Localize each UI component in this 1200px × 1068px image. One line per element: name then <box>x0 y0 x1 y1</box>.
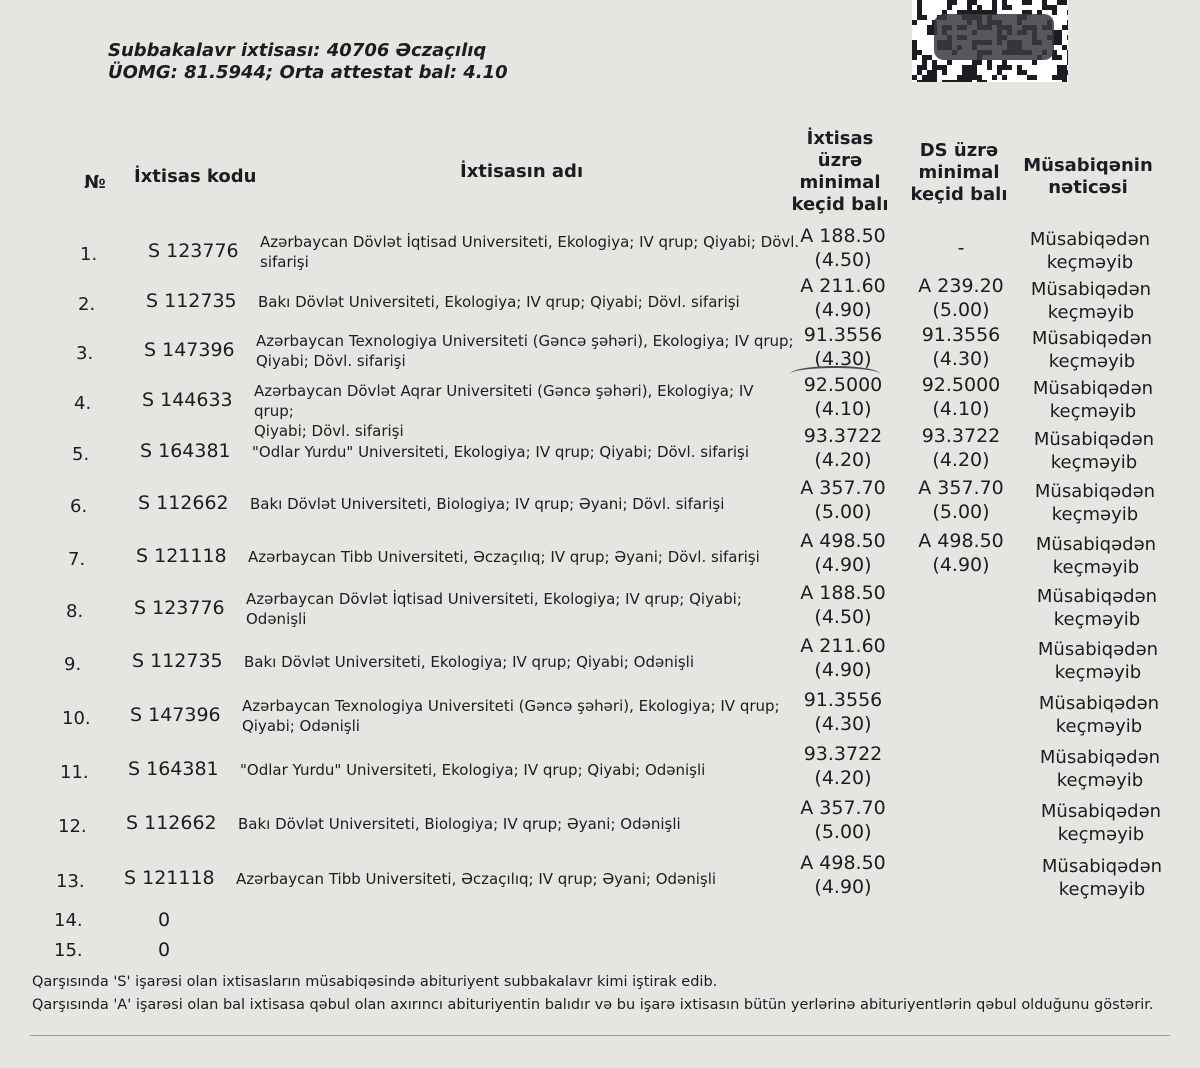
text-line: keçməyib <box>1057 824 1145 845</box>
text-line: Odənişli <box>246 610 307 628</box>
ds-score <box>896 529 1026 577</box>
row-number: 8. <box>66 601 84 622</box>
row-number: 5. <box>72 444 90 465</box>
specialty-code: S 123776 <box>134 597 225 619</box>
table-row <box>0 275 1200 328</box>
text-line: keçməyib <box>1058 879 1146 900</box>
competition-result <box>1028 638 1168 684</box>
text-line: Müsabiqədən <box>1033 429 1155 450</box>
text-line: keçid balı <box>791 194 889 215</box>
text-line: Müsabiqənin <box>1023 155 1153 176</box>
text-line: keçməyib <box>1056 770 1144 791</box>
competition-result <box>1027 585 1167 631</box>
text-line: (4.90) <box>814 659 872 681</box>
text-line: (4.90) <box>814 554 872 576</box>
competition-result <box>1023 377 1163 423</box>
text-line: Müsabiqədən <box>1034 481 1156 502</box>
min-score <box>778 688 908 736</box>
text-line: 91.3556 <box>921 324 1001 346</box>
table-row <box>0 852 1200 905</box>
specialty-name <box>242 696 782 736</box>
text-line: (4.20) <box>814 767 872 789</box>
specialty-code: S 112662 <box>138 492 229 514</box>
text-line: Bakı Dövlət Universiteti, Biologiya; IV qrup; Əyani; Dövl. sifarişi <box>250 495 725 513</box>
text-line: Azərbaycan Tibb Universiteti, Əczaçılıq; IV qrup; Əyani; Dövl. sifarişi <box>248 548 760 566</box>
table-row <box>0 797 1200 850</box>
specialty-code: S 121118 <box>124 867 215 889</box>
table-row <box>0 530 1200 583</box>
pen-mark <box>790 366 880 382</box>
ds-score <box>896 274 1026 322</box>
competition-result <box>1029 692 1169 738</box>
document-header <box>108 40 508 84</box>
text-line: minimal <box>918 162 1000 183</box>
specialty-name <box>258 292 798 312</box>
min-score <box>778 851 908 899</box>
text-line: keçid balı <box>910 184 1008 205</box>
text-line: İxtisas <box>806 128 874 149</box>
competition-result <box>1032 855 1172 901</box>
text-line: (4.10) <box>814 398 872 420</box>
specialty-name <box>244 652 784 672</box>
text-line: 93.3722 <box>921 425 1001 447</box>
text-line: Müsabiqədən <box>1032 378 1154 399</box>
text-line: Müsabiqədən <box>1035 534 1157 555</box>
text-line: - <box>957 237 965 259</box>
text-line: "Odlar Yurdu" Universiteti, Ekologiya; IV qrup; Qiyabi; Dövl. sifarişi <box>252 443 750 461</box>
text-line: Bakı Dövlət Universiteti, Ekologiya; IV qrup; Qiyabi; Dövl. sifarişi <box>258 293 740 311</box>
specialty-name <box>246 589 786 629</box>
competition-result <box>1022 327 1162 373</box>
min-score <box>778 224 908 272</box>
min-score <box>778 323 908 371</box>
row-number: 15. <box>54 940 83 961</box>
text-line: (5.00) <box>932 299 990 321</box>
min-score <box>778 274 908 322</box>
text-line: A 188.50 <box>800 225 886 247</box>
specialty-name <box>240 760 780 780</box>
specialty-name <box>260 232 800 272</box>
qr-code <box>912 0 1068 82</box>
text-line: 93.3722 <box>803 425 883 447</box>
text-line: A 188.50 <box>800 582 886 604</box>
table-row <box>0 225 1200 278</box>
text-line: (4.90) <box>932 554 990 576</box>
text-line: keçməyib <box>1047 302 1135 323</box>
footnote-a: Qarşısında 'A' işarəsi olan bal ixtisasa qəbul olan axırıncı abituriyentin balıdır və bu işarə ixtisasın bütün yerlərinə abituriyentlərin qəbul olduğunu göstərir. <box>32 997 1154 1013</box>
row-number: 9. <box>64 654 82 675</box>
table-row <box>0 635 1200 688</box>
text-line: Bakı Dövlət Universiteti, Biologiya; IV qrup; Əyani; Odənişli <box>238 815 681 833</box>
text-line: sifarişi <box>260 253 309 271</box>
col-header-ds-score <box>900 140 1018 206</box>
competition-result <box>1031 800 1171 846</box>
text-line: Müsabiqədən <box>1030 279 1152 300</box>
min-score <box>778 424 908 472</box>
min-score <box>778 634 908 682</box>
specialty-name <box>256 331 796 371</box>
text-line: A 357.70 <box>800 477 886 499</box>
table-row <box>0 689 1200 742</box>
text-line: A 211.60 <box>800 635 886 657</box>
row-number: 6. <box>70 496 88 517</box>
text-line: keçməyib <box>1046 252 1134 273</box>
specialty-name <box>252 442 792 462</box>
competition-result <box>1030 746 1170 792</box>
min-score <box>778 742 908 790</box>
min-score <box>778 476 908 524</box>
text-line: A 498.50 <box>800 852 886 874</box>
competition-result <box>1025 480 1165 526</box>
min-score <box>778 581 908 629</box>
text-line: DS üzrə <box>919 140 999 161</box>
text-line: (4.20) <box>814 449 872 471</box>
text-line: Müsabiqədən <box>1040 801 1162 822</box>
text-line: A 498.50 <box>800 530 886 552</box>
text-line: üzrə <box>817 150 863 171</box>
text-line: (4.30) <box>814 348 872 370</box>
text-line: Qiyabi; Dövl. sifarişi <box>256 352 406 370</box>
specialty-code: S 121118 <box>136 545 227 567</box>
text-line: (4.50) <box>814 606 872 628</box>
specialty-code: S 112662 <box>126 812 217 834</box>
text-line: keçməyib <box>1055 716 1143 737</box>
specialty-name <box>250 494 790 514</box>
row-number: 1. <box>80 244 98 265</box>
ds-score <box>896 373 1026 421</box>
table-row <box>0 743 1200 796</box>
text-line: (5.00) <box>814 821 872 843</box>
text-line: nəticəsi <box>1048 177 1128 198</box>
row-number: 13. <box>56 871 85 892</box>
text-line: 91.3556 <box>803 689 883 711</box>
text-line: A 211.60 <box>800 275 886 297</box>
col-header-no: № <box>84 172 106 193</box>
specialty-code: S 147396 <box>130 704 221 726</box>
text-line: Müsabiqədən <box>1041 856 1163 877</box>
table-row <box>0 477 1200 530</box>
min-score <box>778 529 908 577</box>
specialty-code: S 144633 <box>142 389 233 411</box>
text-line: (4.90) <box>814 299 872 321</box>
text-line: Azərbaycan Texnologiya Universiteti (Gəncə şəhəri), Ekologiya; IV qrup; <box>242 697 780 715</box>
text-line: keçməyib <box>1048 351 1136 372</box>
text-line: Müsabiqədən <box>1036 586 1158 607</box>
ds-score <box>896 323 1026 371</box>
specialty-code: S 164381 <box>140 440 231 462</box>
competition-result <box>1026 533 1166 579</box>
text-line: Qiyabi; Odənişli <box>242 717 360 735</box>
competition-result <box>1024 428 1164 474</box>
text-line: (4.10) <box>932 398 990 420</box>
specialty-title: Subbakalavr ixtisası: 40706 Əczaçılıq <box>108 40 487 61</box>
text-line: Müsabiqədən <box>1031 328 1153 349</box>
text-line: keçməyib <box>1052 557 1140 578</box>
competition-result <box>1021 278 1161 324</box>
text-line: keçməyib <box>1050 452 1138 473</box>
divider <box>30 1035 1170 1036</box>
text-line: keçməyib <box>1049 401 1137 422</box>
specialty-name <box>236 869 776 889</box>
col-header-result <box>1018 155 1158 199</box>
specialty-code: 0 <box>158 909 171 931</box>
row-number: 7. <box>68 549 86 570</box>
competition-result <box>1020 228 1160 274</box>
footnote-s: Qarşısında 'S' işarəsi olan ixtisasların müsabiqəsində abituriyent subbakalavr kimi iştirak edib. <box>32 974 718 990</box>
row-number: 4. <box>74 393 92 414</box>
text-line: Azərbaycan Dövlət İqtisad Universiteti, Ekologiya; IV qrup; Qiyabi; <box>246 590 742 608</box>
text-line: (5.00) <box>814 501 872 523</box>
text-line: minimal <box>799 172 881 193</box>
text-line: A 498.50 <box>918 530 1004 552</box>
text-line: (4.20) <box>932 449 990 471</box>
ds-score <box>896 476 1026 524</box>
text-line: Bakı Dövlət Universiteti, Ekologiya; IV qrup; Qiyabi; Odənişli <box>244 653 695 671</box>
text-line: A 357.70 <box>918 477 1004 499</box>
text-line: (4.30) <box>932 348 990 370</box>
specialty-code: S 147396 <box>144 339 235 361</box>
text-line: Azərbaycan Dövlət İqtisad Universiteti, Ekologiya; IV qrup; Qiyabi; Dövl. <box>260 233 800 251</box>
table-row <box>0 324 1200 377</box>
table-row <box>0 425 1200 478</box>
text-line: (4.90) <box>814 876 872 898</box>
text-line: (4.50) <box>814 249 872 271</box>
row-number: 11. <box>60 762 89 783</box>
text-line: Müsabiqədən <box>1029 229 1151 250</box>
text-line: 91.3556 <box>803 324 883 346</box>
specialty-code: S 112735 <box>146 290 237 312</box>
row-number: 12. <box>58 816 87 837</box>
specialty-code: S 123776 <box>148 240 239 262</box>
specialty-name <box>238 814 778 834</box>
score-summary: ÜOMG: 81.5944; Orta attestat bal: 4.10 <box>108 62 508 83</box>
col-header-name: İxtisasın adı <box>460 161 584 182</box>
row-number: 10. <box>62 708 91 729</box>
text-line: keçməyib <box>1051 504 1139 525</box>
row-number: 14. <box>54 910 83 931</box>
specialty-name <box>248 547 788 567</box>
text-line: 92.5000 <box>803 374 883 396</box>
specialty-code: S 112735 <box>132 650 223 672</box>
text-line: 93.3722 <box>803 743 883 765</box>
min-score <box>778 796 908 844</box>
text-line: (4.30) <box>814 713 872 735</box>
text-line: Müsabiqədən <box>1038 693 1160 714</box>
text-line: Azərbaycan Tibb Universiteti, Əczaçılıq; IV qrup; Əyani; Odənişli <box>236 870 717 888</box>
text-line: A 239.20 <box>918 275 1004 297</box>
col-header-code: İxtisas kodu <box>134 166 257 187</box>
text-line: keçməyib <box>1053 609 1141 630</box>
text-line: 92.5000 <box>921 374 1001 396</box>
text-line: (5.00) <box>932 501 990 523</box>
text-line: Qiyabi; Dövl. sifarişi <box>254 422 404 440</box>
text-line: Azərbaycan Dövlət Aqrar Universiteti (Gəncə şəhəri), Ekologiya; IV qrup; <box>254 382 754 420</box>
ds-score <box>896 424 1026 472</box>
row-number: 2. <box>78 294 96 315</box>
text-line: Müsabiqədən <box>1037 639 1159 660</box>
text-line: "Odlar Yurdu" Universiteti, Ekologiya; IV qrup; Qiyabi; Odənişli <box>240 761 706 779</box>
row-number: 3. <box>76 343 94 364</box>
text-line: Azərbaycan Texnologiya Universiteti (Gəncə şəhəri), Ekologiya; IV qrup; <box>256 332 794 350</box>
text-line: A 357.70 <box>800 797 886 819</box>
specialty-code: S 164381 <box>128 758 219 780</box>
col-header-min-score <box>780 128 900 216</box>
text-line: keçməyib <box>1054 662 1142 683</box>
table-row <box>0 582 1200 635</box>
ds-score <box>896 236 1026 260</box>
text-line: Müsabiqədən <box>1039 747 1161 768</box>
specialty-code: 0 <box>158 939 171 961</box>
